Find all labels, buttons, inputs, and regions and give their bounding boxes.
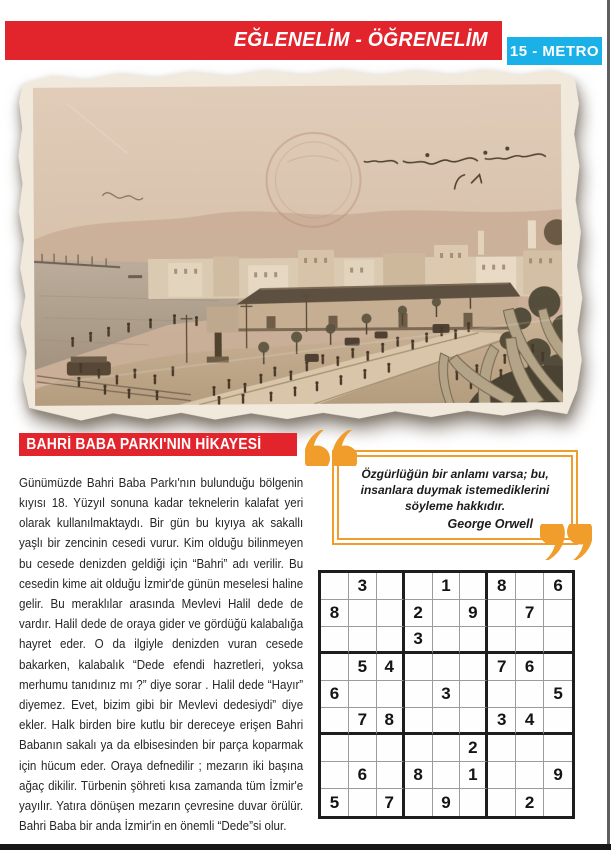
sudoku-cell: 5 <box>321 789 349 816</box>
article-body: Günümüzde Bahri Baba Parkı'nın bulunduğu bölgenin kıyısı 18. Yüzyıl sonuna kadar teknelerin kalafat yeri olarak kullanılmaktaydı. Bir gün bu kıyıya ak sakallı yaşlı bir zencinin cesedi vurur. Kim olduğu bilinmeyen bu cesede denizden geldiği için “Bahri” adı verilir. Bu cesedin kime ait olduğu İzmir'de günün meselesi haline gelir. Bu meraklılar arasında Mevlevi Halil dede de vardır. Halil dede de oraya gider ve gördüğü kalabalığa hayret eder. O da ilgiyle denizden vuran cesede bakarken, kalabalık “Dede efendi hazretleri, yoksa merhumu tanıdınız mı ?” diye sorar . Halil dede “Hayır” diyemez. Evet, bizim gibi bir Mevlevi dedesiydi” diye ekler. Halk birden bire kutlu bir dereceye erişen Bahri Babanın sakalı ya da elbisesinden bir parça koparmak için hücum eder. Oraya defnedilir ; mezarın iki başına ağaç dikilir. Türbenin şöhreti kısa zamanda tüm İzmir'e yayılır. Yatıra dönüşen mezarın çevresine duvar örülür. Bahri Baba bir anda İzmir'in en önemli “Dede”si olur. <box>19 474 304 834</box>
sudoku-cell <box>544 789 572 816</box>
sudoku-cell <box>433 735 461 762</box>
sudoku-cell <box>516 573 544 600</box>
sudoku-cell: 2 <box>460 735 488 762</box>
sudoku-cell <box>516 681 544 708</box>
sudoku-cell <box>377 573 405 600</box>
sudoku-cell <box>516 735 544 762</box>
sudoku-cell <box>516 762 544 789</box>
sudoku-cell: 6 <box>349 762 377 789</box>
sudoku-cell <box>516 627 544 654</box>
sudoku-cell <box>544 600 572 627</box>
sudoku-cell: 9 <box>433 789 461 816</box>
header-banner-title: EĞLENELİM - ÖĞRENELİM <box>233 29 488 51</box>
sudoku-cell <box>349 627 377 654</box>
sudoku-cell: 1 <box>433 573 461 600</box>
sudoku-cell <box>488 762 516 789</box>
sudoku-cell <box>321 735 349 762</box>
sudoku-cell <box>321 708 349 735</box>
quote-inner-frame <box>337 455 573 540</box>
sudoku-cell: 6 <box>544 573 572 600</box>
sudoku-cell <box>405 681 433 708</box>
quote-text: Özgürlüğün bir anlamı varsa; bu, insanlara duymak istemediklerini söyleme hakkıdır. <box>360 467 550 513</box>
quote-author: George Orwell <box>447 517 533 531</box>
sudoku-cell <box>321 762 349 789</box>
sudoku-cell: 8 <box>488 573 516 600</box>
sudoku-cell <box>377 735 405 762</box>
sudoku-cell <box>405 573 433 600</box>
sudoku-cell <box>460 789 488 816</box>
quote-close-icon <box>540 524 592 560</box>
page-number-label: 15 - METRO <box>509 42 600 60</box>
sudoku-cell: 3 <box>433 681 461 708</box>
sudoku-cell: 5 <box>544 681 572 708</box>
sudoku-cell: 7 <box>516 600 544 627</box>
sudoku-cell: 8 <box>405 762 433 789</box>
article-title: BAHRİ BABA PARKI'NIN HİKAYESİ <box>26 435 262 453</box>
sudoku-cell <box>488 789 516 816</box>
vintage-photo-illustration <box>7 60 594 436</box>
sudoku-cell <box>377 600 405 627</box>
article-title-bar <box>19 433 297 456</box>
sudoku-cell <box>321 573 349 600</box>
sudoku-cell <box>433 654 461 681</box>
sudoku-cell <box>460 573 488 600</box>
sudoku-cell: 7 <box>377 789 405 816</box>
sudoku-cell <box>544 708 572 735</box>
sudoku-cell <box>405 708 433 735</box>
sudoku-grid <box>318 570 575 819</box>
sudoku-cell <box>349 735 377 762</box>
sudoku-cell <box>460 708 488 735</box>
sudoku-cell <box>544 735 572 762</box>
sudoku-cell <box>377 762 405 789</box>
sudoku-cell <box>460 627 488 654</box>
sudoku-cell: 1 <box>460 762 488 789</box>
sudoku-cell: 7 <box>349 708 377 735</box>
vintage-photo <box>7 60 594 436</box>
sudoku-cell <box>377 681 405 708</box>
sudoku-cell: 9 <box>544 762 572 789</box>
sudoku-cell <box>321 654 349 681</box>
page-right-border <box>607 0 610 850</box>
sudoku-cell <box>460 681 488 708</box>
sudoku-cell <box>349 789 377 816</box>
sudoku-cell <box>433 708 461 735</box>
sudoku-cell: 3 <box>349 573 377 600</box>
sudoku-cell: 8 <box>377 708 405 735</box>
sudoku-cell: 2 <box>516 789 544 816</box>
sudoku-cell <box>544 654 572 681</box>
header-banner <box>5 21 502 60</box>
sudoku-cell: 3 <box>488 708 516 735</box>
sudoku-cell: 7 <box>488 654 516 681</box>
sudoku-cell <box>433 762 461 789</box>
tram <box>67 361 111 375</box>
sudoku-cell <box>488 600 516 627</box>
sudoku-cell <box>349 681 377 708</box>
quote-open-icon <box>305 430 357 466</box>
sudoku-cell: 3 <box>405 627 433 654</box>
sudoku-cell <box>321 627 349 654</box>
sudoku-cell <box>405 654 433 681</box>
sudoku-cell <box>544 627 572 654</box>
sudoku-cell <box>460 654 488 681</box>
sudoku-cell <box>405 735 433 762</box>
sudoku-cell <box>433 627 461 654</box>
sudoku-cell: 8 <box>321 600 349 627</box>
page-bottom-border <box>0 844 611 850</box>
photo-scene <box>33 84 580 409</box>
sudoku-cell: 6 <box>321 681 349 708</box>
sudoku-cell <box>488 735 516 762</box>
sudoku-cell <box>349 600 377 627</box>
sudoku-cell <box>377 627 405 654</box>
sudoku-cell <box>405 789 433 816</box>
sudoku-cell: 4 <box>516 708 544 735</box>
sudoku-cell <box>433 600 461 627</box>
sudoku-cell <box>488 681 516 708</box>
sudoku-cell: 2 <box>405 600 433 627</box>
sudoku-cell <box>488 627 516 654</box>
sudoku-cell: 5 <box>349 654 377 681</box>
sudoku-cell: 9 <box>460 600 488 627</box>
sudoku-cell: 4 <box>377 654 405 681</box>
sudoku-cell: 6 <box>516 654 544 681</box>
